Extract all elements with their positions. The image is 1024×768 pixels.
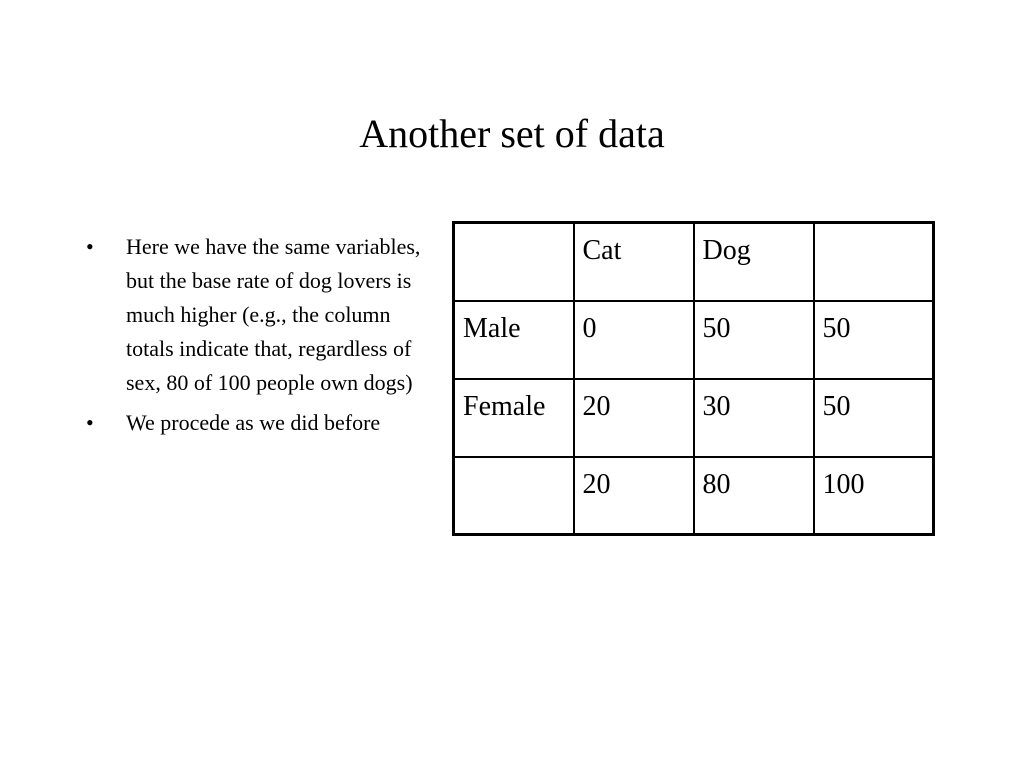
contingency-table [452, 221, 935, 536]
bullet-icon: • [86, 234, 94, 259]
table-row [454, 457, 934, 535]
table-cell: Cat [574, 223, 694, 301]
bullet-text: We procede as we did before [126, 410, 381, 435]
bullet-item [86, 230, 426, 400]
table-row [454, 223, 934, 301]
table-cell: 20 [574, 457, 694, 535]
table-cell [814, 223, 934, 301]
table-row [454, 379, 934, 457]
table-cell: 50 [814, 301, 934, 379]
table-cell [454, 223, 574, 301]
table-cell: 80 [694, 457, 814, 535]
bullet-icon: • [86, 410, 94, 435]
table-cell: 50 [814, 379, 934, 457]
table-cell: 50 [694, 301, 814, 379]
table-cell: Male [454, 301, 574, 379]
table-row [454, 301, 934, 379]
table-cell: 30 [694, 379, 814, 457]
table-cell: Female [454, 379, 574, 457]
table-cell: 20 [574, 379, 694, 457]
table-cell: Dog [694, 223, 814, 301]
bullet-text: Here we have the same variables, but the base rate of dog lovers is much higher (e.g., the column totals indicate that, regardless of sex, 80 of 100 people own dogs) [126, 234, 421, 395]
bullet-item [86, 406, 426, 440]
slide-title: Another set of data [359, 111, 665, 156]
table-cell [454, 457, 574, 535]
table-cell: 0 [574, 301, 694, 379]
table-cell: 100 [814, 457, 934, 535]
bullet-list [86, 230, 426, 446]
